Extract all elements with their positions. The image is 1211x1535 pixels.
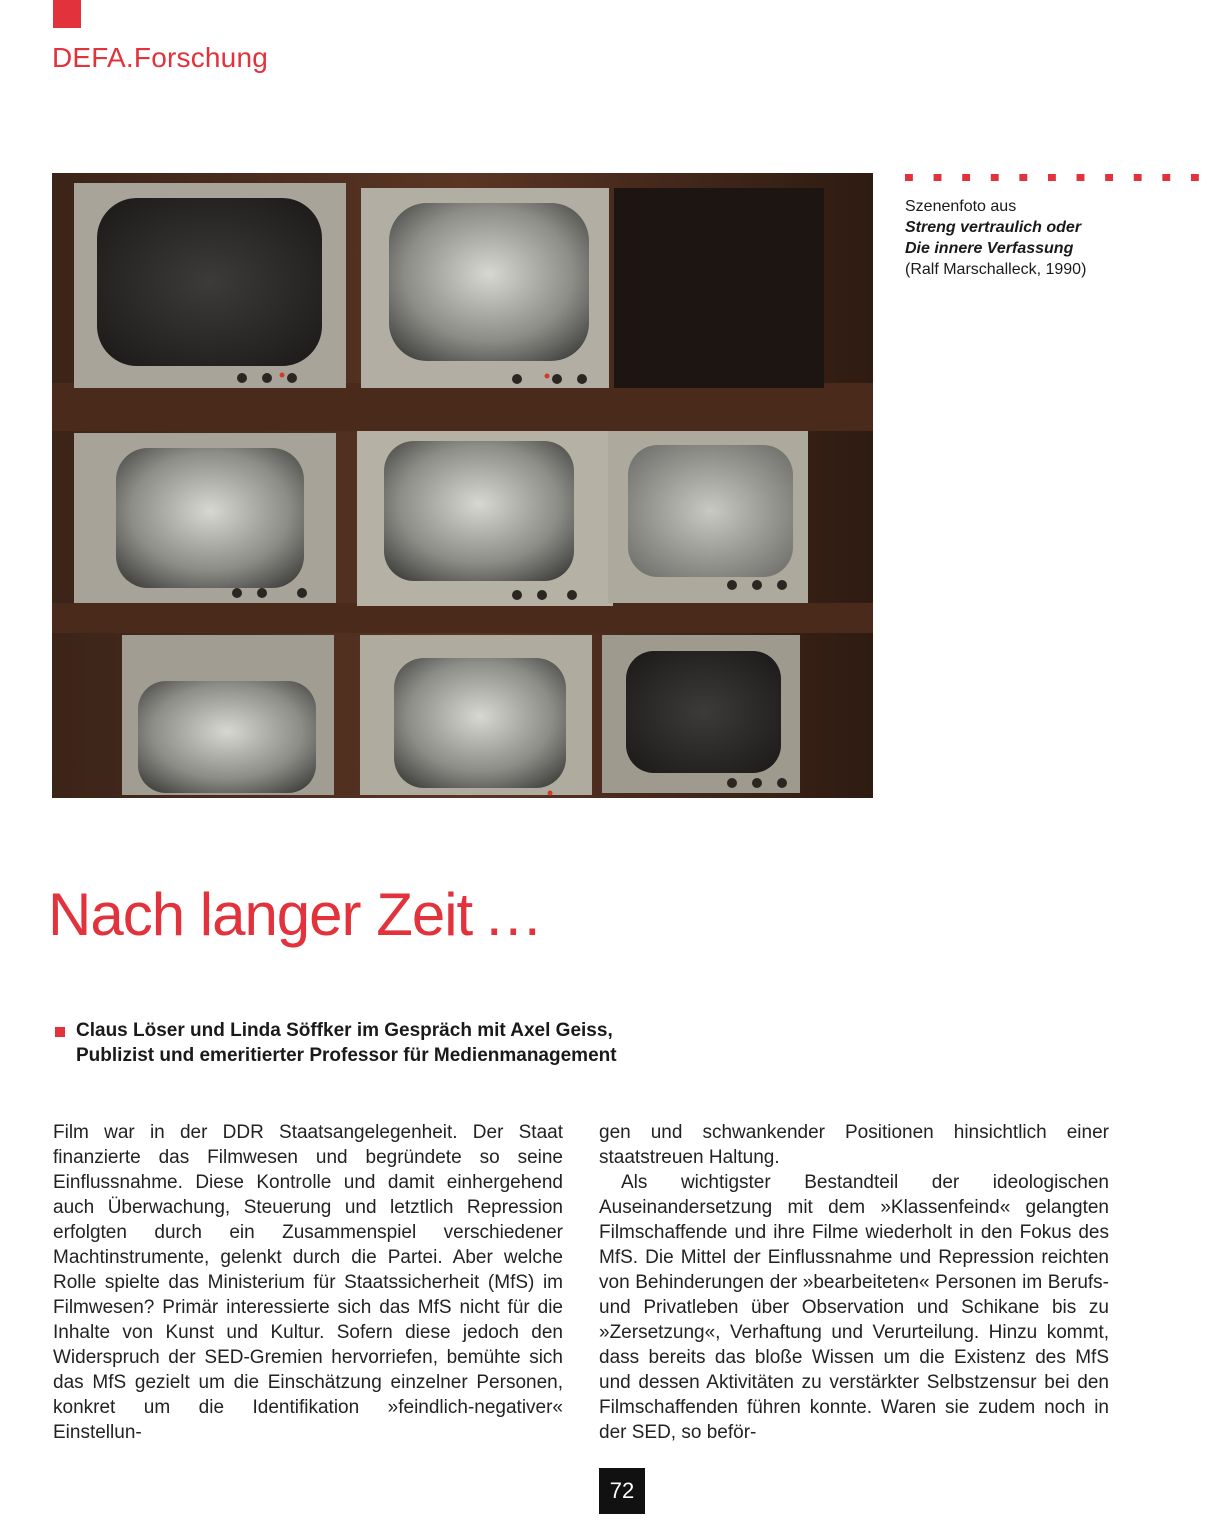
body-column-right <box>599 1120 1109 1445</box>
section-title: DEFA.Forschung <box>52 42 268 73</box>
byline-line-1: Claus Löser und Linda Söffker im Gespräch mit Axel Geiss, <box>76 1020 613 1041</box>
scene-photo <box>52 173 873 798</box>
body-paragraph: Film war in der DDR Staatsangelegenheit. Der Staat finanzierte das Filmwesen und begründete so seine Einflussnahme. Diese Kontrolle und damit einhergehend auch Überwachung, Steuerung und letztlich Repression erfolgten durch ein Zusammenspiel verschiedener Machtinstrumente, gelenkt durch die Partei. Aber welche Rolle spielte das Ministerium für Staatssicherheit (MfS) im Filmwesen? Primär interessierte sich das MfS nicht für die Inhalte von Kunst und Kultur. Sofern diese jedoch den Widerspruch der SED-Gremien hervorriefen, bemühte sich das MfS gezielt um die Einschätzung einzelner Personen, konkret um die Identifikation »feindlich-negativer« Einstellun- <box>53 1122 563 1443</box>
caption-dotted-rule <box>905 174 1205 181</box>
monitor-wall-image <box>52 173 873 798</box>
caption-intro: Szenenfoto aus <box>905 198 1017 215</box>
article-byline <box>76 1018 756 1068</box>
page-number: 72 <box>599 1468 645 1514</box>
caption-film-title-2: Die innere Verfassung <box>905 240 1074 257</box>
body-paragraph: Als wichtigster Bestandteil der ideologischen Auseinandersetzung mit dem »Klassenfeind« gelangten Filmschaffende und ihre Filme wiederholt in den Fokus des MfS. Die Mittel der Einflussnahme und Repression reichten von Behinderungen der »bearbeiteten« Personen im Berufs- und Privatleben über Observation und Schikane bis zu »Zersetzung«, Verhaftung und Verurteilung. Hinzu kommt, dass bereits das bloße Wissen um die Existenz des MfS und dessen Aktivitäten zu verstärkter Selbstzensur bei den Filmschaffenden führen konnte. Waren sie zudem noch in der SED, so beför- <box>599 1172 1109 1443</box>
article-headline: Nach langer Zeit … <box>48 881 543 948</box>
corner-accent-block <box>53 0 81 28</box>
body-column-left <box>53 1120 563 1445</box>
byline-line-2: Publizist und emeritierter Professor für Medienmanagement <box>76 1045 617 1066</box>
photo-caption <box>905 196 1205 280</box>
caption-credit: (Ralf Marschalleck, 1990) <box>905 261 1087 278</box>
red-square-bullet-icon <box>55 1027 65 1037</box>
body-paragraph: gen und schwankender Positionen hinsichtlich einer staatstreuen Haltung. <box>599 1122 1109 1168</box>
caption-film-title-1: Streng vertraulich oder <box>905 219 1082 236</box>
